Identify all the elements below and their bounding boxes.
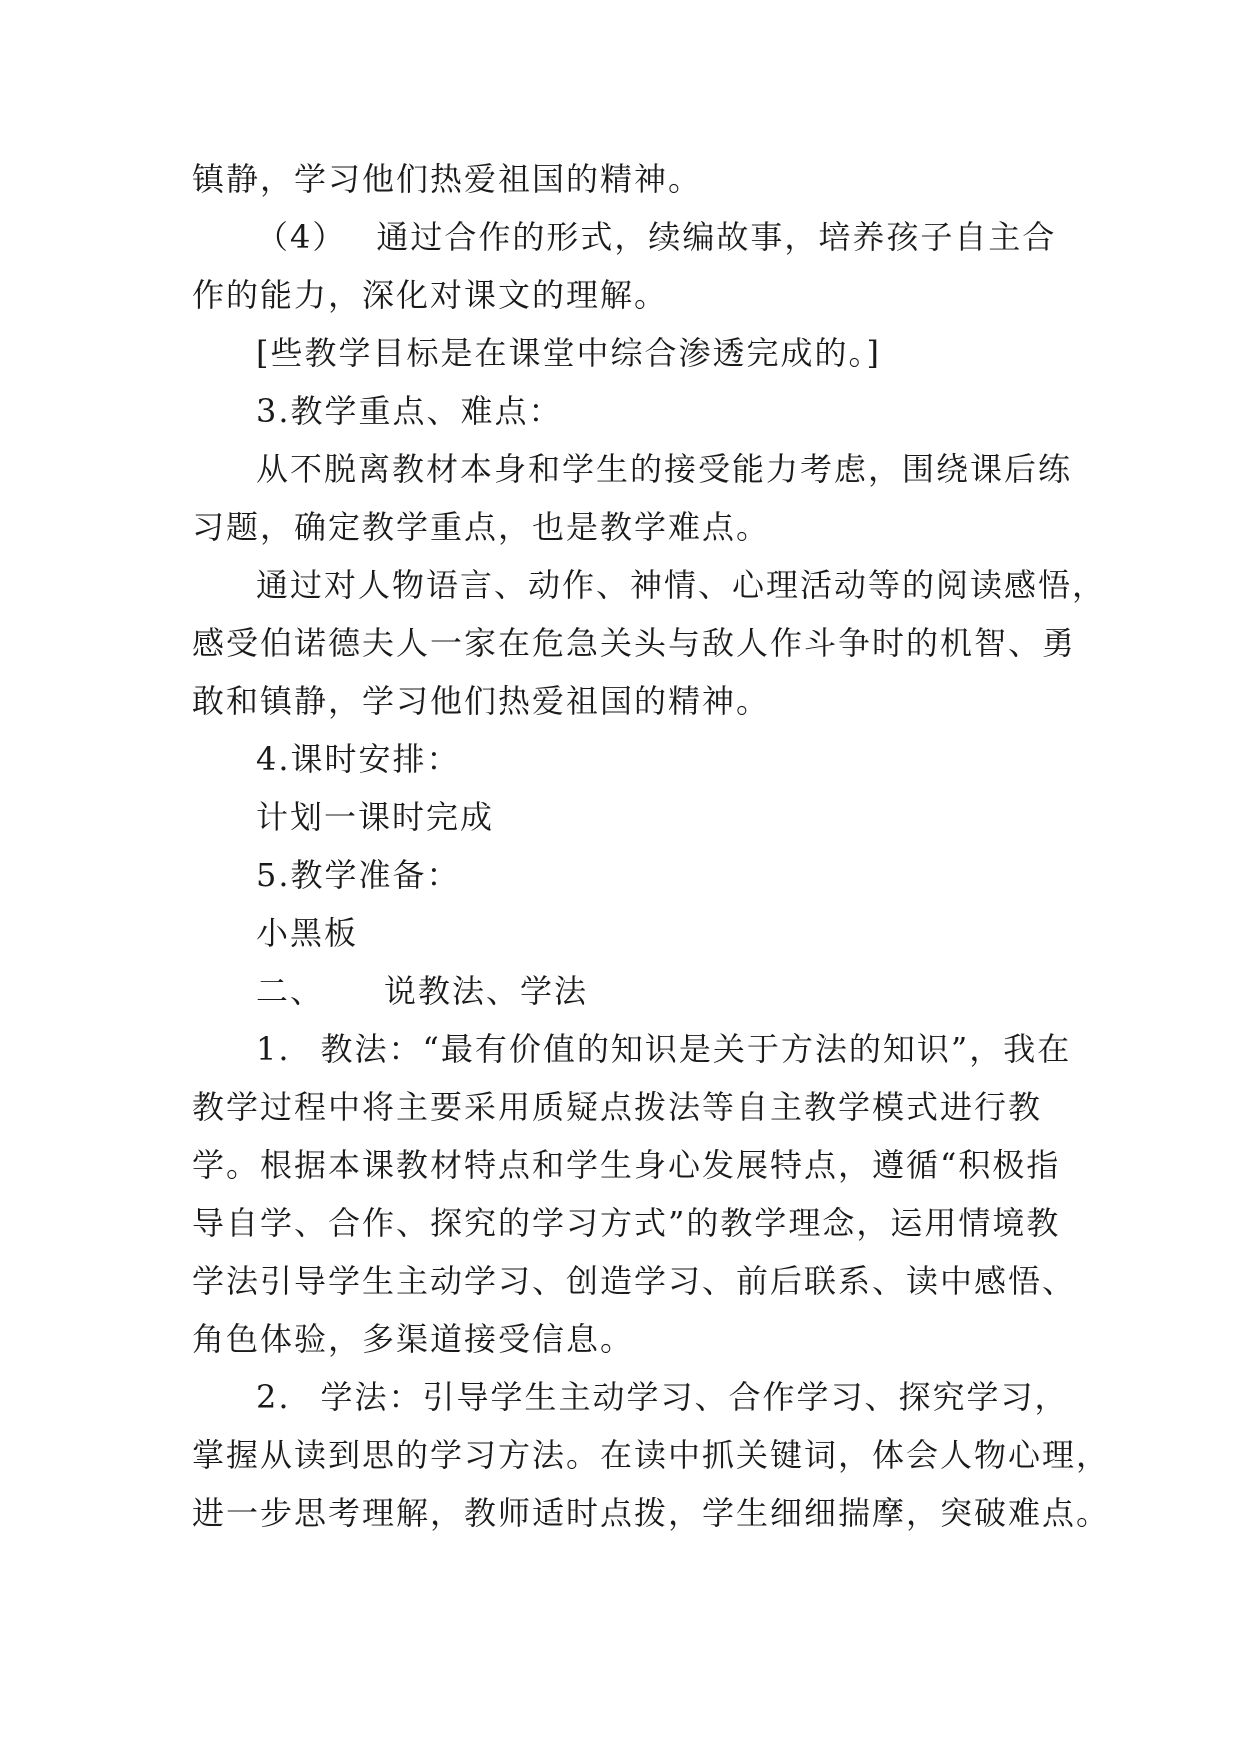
paragraph-line: 镇静，学习他们热爱祖国的精神。 <box>192 160 703 198</box>
section-heading: 3.教学重点、难点： <box>256 392 563 430</box>
list-number: 1. <box>256 1030 291 1068</box>
paragraph-line: 通过对人物语言、动作、神情、心理活动等的阅读感悟， <box>256 566 1107 604</box>
paragraph-line: 进一步思考理解，教师适时点拨，学生细细揣摩，突破难点。 <box>192 1494 1111 1532</box>
paragraph-line: 敢和镇静，学习他们热爱祖国的精神。 <box>192 682 771 720</box>
document-page <box>192 150 1111 1542</box>
paragraph-line: 从不脱离教材本身和学生的接受能力考虑，围绕课后练 <box>256 450 1073 488</box>
paragraph-text: 通过合作的形式，续编故事，培养孩子自主合 <box>376 218 1057 256</box>
list-number: 二、 <box>256 972 325 1010</box>
paragraph-line: [些教学目标是在课堂中综合渗透完成的。] <box>256 334 881 372</box>
paragraph-line: 角色体验，多渠道接受信息。 <box>192 1320 635 1358</box>
paragraph-line: 计划一课时完成 <box>256 798 495 836</box>
paragraph-line: 习题，确定教学重点，也是教学难点。 <box>192 508 771 546</box>
paragraph-line: 作的能力，深化对课文的理解。 <box>192 276 669 314</box>
paragraph-line <box>192 1368 1069 1426</box>
paragraph-line: 学法引导学生主动学习、创造学习、前后联系、读中感悟、 <box>192 1262 1077 1300</box>
paragraph-line <box>192 208 1057 266</box>
paragraph-line: 导自学、合作、探究的学习方式”的教学理念，运用情境教 <box>192 1204 1061 1242</box>
paragraph-text: 教法：“最有价值的知识是关于方法的知识”，我在 <box>320 1030 1072 1068</box>
paragraph-line <box>192 1020 1072 1078</box>
paragraph-line: 小黑板 <box>256 914 359 952</box>
list-number: 2. <box>256 1378 291 1416</box>
section-heading: 5.教学准备： <box>256 856 461 894</box>
paragraph-line: 掌握从读到思的学习方法。在读中抓关键词，体会人物心理， <box>192 1436 1111 1474</box>
list-number: （4） <box>256 218 347 256</box>
heading-text: 说教法、学法 <box>384 972 589 1010</box>
section-heading: 4.课时安排： <box>256 740 461 778</box>
section-heading <box>192 962 1052 1020</box>
paragraph-line: 感受伯诺德夫人一家在危急关头与敌人作斗争时的机智、勇 <box>192 624 1077 662</box>
paragraph-line: 教学过程中将主要采用质疑点拨法等自主教学模式进行教 <box>192 1088 1043 1126</box>
paragraph-text: 学法：引导学生主动学习、合作学习、探究学习， <box>320 1378 1069 1416</box>
paragraph-line: 学。根据本课教材特点和学生身心发展特点，遵循“积极指 <box>192 1146 1061 1184</box>
